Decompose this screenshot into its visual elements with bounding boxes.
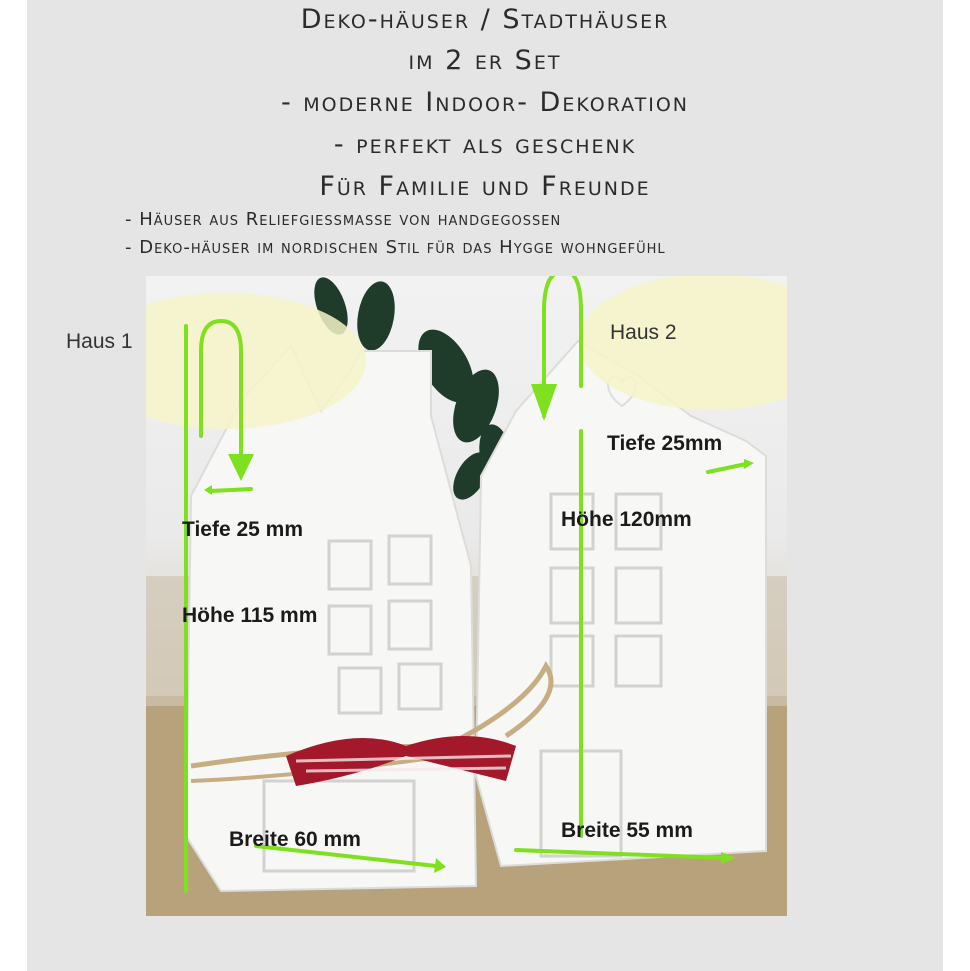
bullet-style: - Deko-häuser im nordischen Stil für das Hygge wohngefühl (125, 237, 666, 258)
house-2-height-label: Höhe 120mm (561, 508, 692, 531)
heading-line-5: Für Familie und Freunde (319, 171, 651, 202)
heading-line-2: im 2 er Set (408, 45, 562, 76)
house-1-width-label: Breite 60 mm (229, 828, 361, 851)
house-2-name: Haus 2 (610, 321, 677, 344)
house-2-figure (476, 341, 766, 866)
heading-line-4: - perfekt als geschenk (333, 129, 637, 160)
house-2-depth-label: Tiefe 25mm (607, 432, 723, 455)
house-1-depth-label: Tiefe 25 mm (182, 518, 304, 541)
house-1-height-label: Höhe 115 mm (182, 604, 318, 627)
heading-line-1: Deko-häuser / Stadthäuser (300, 4, 670, 35)
heading-line-3: - moderne Indoor- Dekoration (280, 87, 690, 118)
bullet-material: - Häuser aus Reliefgiessmasse von handgegossen (125, 209, 562, 230)
product-panel (27, 0, 943, 971)
house-1-name: Haus 1 (66, 330, 133, 353)
house-2-width-label: Breite 55 mm (561, 819, 693, 842)
house-1-depth-tick (211, 489, 251, 491)
